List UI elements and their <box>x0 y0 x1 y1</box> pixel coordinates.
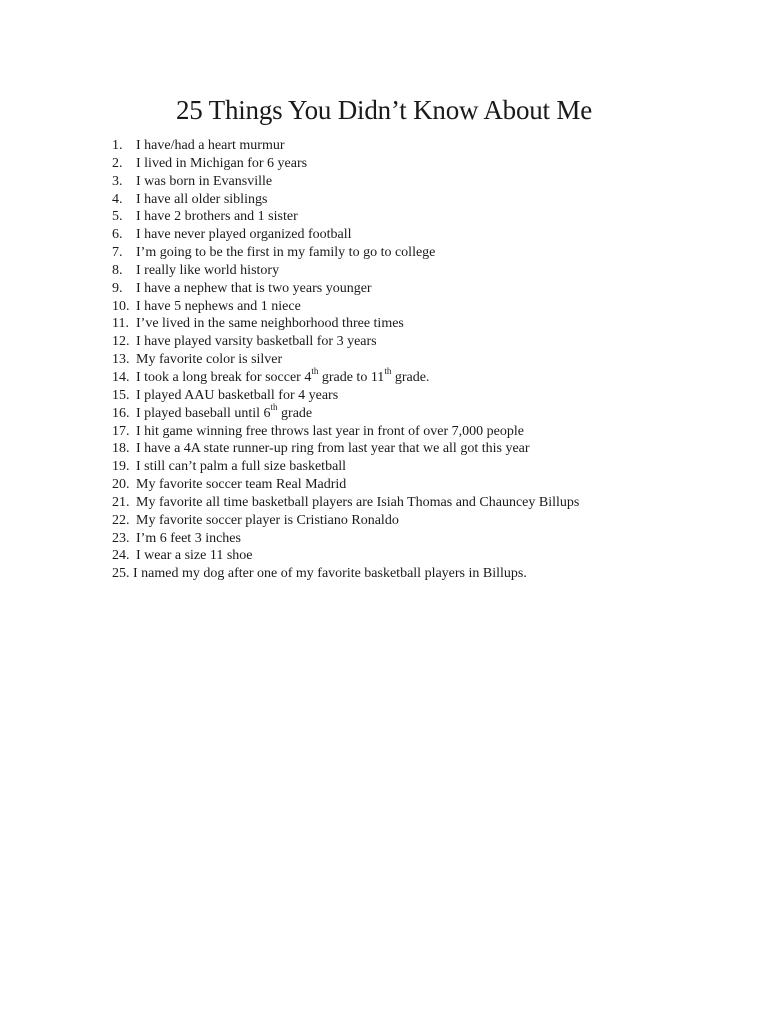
item-number: 11. <box>112 316 129 332</box>
item-number: 16. <box>112 405 130 421</box>
item-number: 1. <box>112 138 123 153</box>
item-text: I have a 4A state runner-up ring from last year that we all got this year <box>136 441 530 457</box>
list-item <box>112 191 732 209</box>
list-item <box>112 173 732 191</box>
item-number: 20. <box>112 477 130 493</box>
item-text: I’m 6 feet 3 inches <box>136 530 241 546</box>
list-item <box>112 351 732 369</box>
item-number: 7. <box>112 245 123 261</box>
item-text: I lived in Michigan for 6 years <box>136 155 308 171</box>
item-text-part: grade to 11 <box>318 369 385 385</box>
list-item <box>112 333 732 351</box>
list-item <box>112 226 732 244</box>
item-number: 3. <box>112 173 123 189</box>
item-text <box>136 402 313 423</box>
item-text: I wear a size 11 shoe <box>136 548 253 564</box>
list-item <box>112 402 732 423</box>
list-item <box>112 387 732 405</box>
list-item <box>112 280 732 298</box>
item-text: My favorite soccer player is Cristiano Ronaldo <box>136 512 399 528</box>
item-number: 14. <box>112 369 130 385</box>
list-item <box>112 423 732 441</box>
item-text: I have 2 brothers and 1 sister <box>136 209 298 225</box>
item-number: 18. <box>112 441 130 457</box>
item-number: 19. <box>112 459 130 475</box>
item-text-part: grade. <box>391 369 430 385</box>
item-number: 15. <box>112 387 130 403</box>
item-text: My favorite soccer team Real Madrid <box>136 477 347 493</box>
item-number: 21. <box>112 494 130 510</box>
ordinal-suffix: th <box>384 366 392 377</box>
item-number: 25. <box>112 566 130 582</box>
item-number: 6. <box>112 227 123 243</box>
list-item <box>112 476 732 494</box>
item-number: 2. <box>112 155 123 171</box>
list-item <box>112 366 732 387</box>
list-item <box>112 440 732 458</box>
list-item <box>112 262 732 280</box>
item-text: I’ve lived in the same neighborhood three times <box>136 316 404 332</box>
item-text: I was born in Evansville <box>136 173 273 189</box>
item-number: 23. <box>112 530 130 546</box>
item-text-part: grade <box>277 405 313 421</box>
item-number: 4. <box>112 191 123 207</box>
list-item <box>112 458 732 476</box>
item-text: I really like world history <box>136 262 280 278</box>
item-text: I have never played organized football <box>136 227 352 243</box>
list-item <box>112 547 732 565</box>
facts-list <box>112 137 732 583</box>
item-number: 10. <box>112 298 130 314</box>
item-number: 12. <box>112 334 130 350</box>
item-number: 17. <box>112 423 130 439</box>
page-title: 25 Things You Didn’t Know About Me <box>175 95 592 125</box>
item-text: I hit game winning free throws last year in front of over 7,000 people <box>136 423 525 439</box>
list-item <box>112 244 732 262</box>
list-item <box>112 565 732 583</box>
item-text: I have a nephew that is two years younger <box>136 280 372 296</box>
item-text: My favorite all time basketball players are Isiah Thomas and Chauncey Billups <box>136 494 580 510</box>
item-text: I played AAU basketball for 4 years <box>136 387 339 403</box>
list-item <box>112 155 732 173</box>
item-number: 5. <box>112 209 123 225</box>
item-text: I named my dog after one of my favorite basketball players in Billups. <box>133 566 527 582</box>
list-item <box>112 530 732 548</box>
item-text-part: I took a long break for soccer 4 <box>136 369 312 385</box>
item-number: 9. <box>112 280 123 296</box>
item-number: 13. <box>112 352 130 368</box>
item-number: 8. <box>112 262 123 278</box>
item-text: My favorite color is silver <box>136 352 283 368</box>
item-text: I’m going to be the first in my family to go to college <box>136 245 436 261</box>
item-text: I have/had a heart murmur <box>136 138 285 153</box>
ordinal-suffix: th <box>270 402 278 412</box>
item-text: I have all older siblings <box>136 191 268 207</box>
item-text: I have played varsity basketball for 3 years <box>136 334 377 350</box>
item-text <box>136 366 430 387</box>
list-item <box>112 315 732 333</box>
item-text: I still can’t palm a full size basketball <box>136 459 347 475</box>
item-text: I have 5 nephews and 1 niece <box>136 298 301 314</box>
list-item <box>112 208 732 226</box>
list-item <box>112 137 732 155</box>
item-text-part: I played baseball until 6 <box>136 405 271 421</box>
list-item <box>112 512 732 530</box>
list-item <box>112 298 732 316</box>
item-number: 22. <box>112 512 130 528</box>
list-item <box>112 494 732 512</box>
ordinal-suffix: th <box>311 366 319 377</box>
item-number: 24. <box>112 548 130 564</box>
